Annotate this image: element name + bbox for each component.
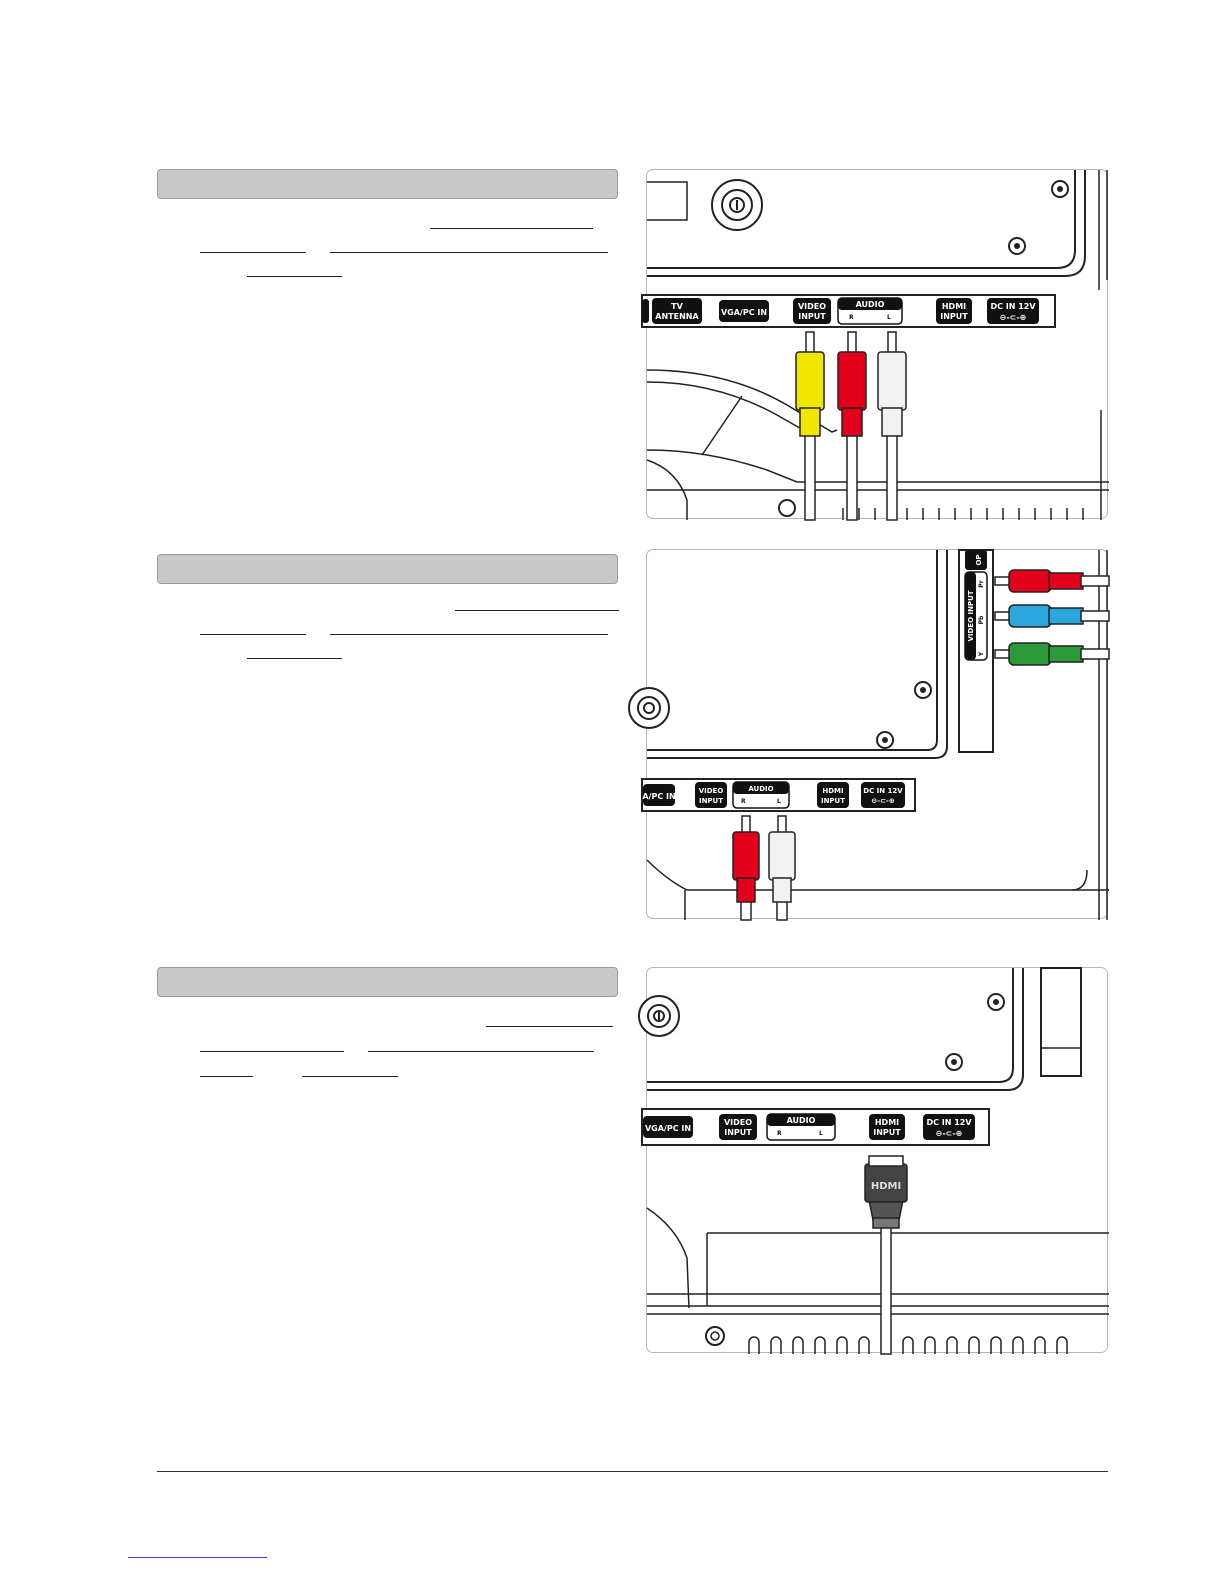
white-rca-cable — [878, 332, 906, 520]
svg-text:AUDIO: AUDIO — [855, 300, 885, 309]
svg-text:R: R — [849, 314, 854, 321]
svg-text:Pr: Pr — [978, 580, 985, 588]
hdmi-input-label — [817, 782, 849, 808]
svg-text:L: L — [819, 1130, 823, 1137]
svg-text:R: R — [741, 798, 746, 805]
svg-text:INPUT: INPUT — [940, 312, 968, 321]
svg-text:DC IN 12V: DC IN 12V — [926, 1118, 972, 1127]
svg-text:L: L — [777, 798, 781, 805]
dc-in-label — [861, 782, 905, 808]
audio-label — [838, 298, 902, 324]
red-component-cable — [995, 570, 1109, 592]
svg-text:ANTENNA: ANTENNA — [655, 312, 699, 321]
vga-pc-in-label — [719, 300, 769, 322]
svg-text:VGA/PC IN: VGA/PC IN — [644, 1124, 692, 1133]
svg-text:DC IN 12V: DC IN 12V — [863, 787, 903, 795]
audio-label — [733, 782, 789, 808]
green-component-cable — [995, 643, 1109, 665]
hdmi-input-label — [869, 1114, 905, 1140]
video-input-label — [793, 298, 831, 324]
svg-text:TV: TV — [671, 302, 683, 311]
svg-text:INPUT: INPUT — [724, 1128, 752, 1137]
yellow-rca-cable — [796, 332, 824, 520]
svg-text:INPUT: INPUT — [798, 312, 826, 321]
svg-text:AUDIO: AUDIO — [786, 1116, 816, 1125]
svg-text:VIDEO: VIDEO — [698, 787, 724, 795]
svg-text:INPUT: INPUT — [873, 1128, 901, 1137]
svg-text:L: L — [887, 314, 891, 321]
tv-antenna-label — [652, 298, 702, 324]
dc-in-label — [923, 1114, 975, 1140]
svg-text:VIDEO: VIDEO — [723, 1118, 753, 1127]
svg-text:⊖-⊂-⊕: ⊖-⊂-⊕ — [871, 797, 895, 805]
svg-text:INPUT: INPUT — [820, 797, 846, 805]
svg-text:Y: Y — [978, 651, 985, 657]
hdmi-input-label — [936, 298, 972, 324]
vga-pc-in-label — [643, 1116, 693, 1138]
svg-text:R: R — [777, 1130, 782, 1137]
svg-text:⊖-⊂-⊕: ⊖-⊂-⊕ — [999, 313, 1027, 322]
hdmi-cable — [865, 1156, 907, 1354]
svg-text:INPUT: INPUT — [698, 797, 724, 805]
section-header-bar — [157, 169, 618, 199]
footer-link-underline[interactable] — [128, 1557, 267, 1558]
dc-in-label — [987, 298, 1039, 324]
svg-text:HDMI: HDMI — [874, 1118, 900, 1127]
section-header-bar — [157, 967, 618, 997]
svg-text:HDMI: HDMI — [941, 302, 967, 311]
hdmi-connector-text: HDMI — [870, 1181, 902, 1192]
svg-text:VGA/PC IN: VGA/PC IN — [720, 308, 768, 317]
video-input-label — [695, 782, 727, 808]
red-rca-cable — [838, 332, 866, 520]
blue-component-cable — [995, 605, 1109, 627]
av-connection-diagram — [646, 169, 1108, 519]
svg-text:AUDIO: AUDIO — [748, 785, 774, 793]
svg-text:OP: OP — [975, 554, 983, 566]
video-input-label — [719, 1114, 757, 1140]
red-audio-rca-cable — [733, 816, 759, 920]
svg-text:⊖-⊂-⊕: ⊖-⊂-⊕ — [935, 1129, 963, 1138]
vga-pc-in-label — [642, 784, 675, 806]
hdmi-connection-diagram — [646, 967, 1108, 1353]
svg-text:Pb: Pb — [978, 615, 985, 625]
white-audio-rca-cable — [769, 816, 795, 920]
svg-text:VIDEO: VIDEO — [797, 302, 827, 311]
audio-label — [767, 1114, 835, 1140]
component-connection-diagram — [642, 549, 1108, 919]
component-video-input-label — [965, 550, 987, 660]
svg-text:A/PC IN: A/PC IN — [642, 792, 676, 801]
svg-text:DC IN 12V: DC IN 12V — [990, 302, 1036, 311]
footer-rule — [157, 1471, 1108, 1472]
svg-text:VIDEO INPUT: VIDEO INPUT — [967, 590, 975, 642]
section-header-bar — [157, 554, 618, 584]
svg-text:HDMI: HDMI — [822, 787, 844, 795]
